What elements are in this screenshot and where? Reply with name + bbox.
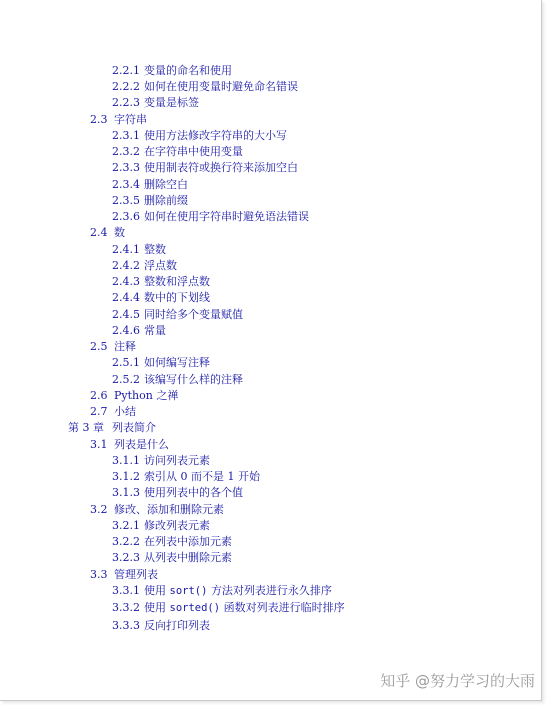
toc-title: 修改、添加和删除元素 bbox=[114, 503, 224, 516]
toc-title: 小结 bbox=[114, 405, 136, 418]
toc-number: 3.2.3 bbox=[112, 551, 140, 564]
toc-number: 2.3 bbox=[90, 113, 108, 126]
toc-title: 删除前缀 bbox=[144, 194, 188, 207]
toc-title: 管理列表 bbox=[114, 568, 158, 581]
toc-title bbox=[144, 600, 345, 616]
toc-title-text: 方法对列表进行永久排序 bbox=[210, 584, 332, 597]
toc-number: 2.5 bbox=[90, 340, 108, 353]
toc-number: 3.2.1 bbox=[112, 519, 140, 532]
toc-title: 使用制表符或换行符来添加空白 bbox=[144, 161, 298, 174]
toc-number: 2.4 bbox=[90, 226, 108, 239]
toc-number: 第 3 章 bbox=[68, 421, 104, 434]
toc-number: 2.4.1 bbox=[112, 243, 140, 256]
toc-title: 数中的下划线 bbox=[144, 291, 210, 304]
toc-title: 使用列表中的各个值 bbox=[144, 486, 243, 499]
toc-title bbox=[144, 583, 332, 599]
toc-title: 从列表中删除元素 bbox=[144, 551, 232, 564]
toc-number: 2.4.5 bbox=[112, 308, 140, 321]
toc-number: 3.3 bbox=[90, 568, 108, 581]
toc-title: 变量是标签 bbox=[144, 96, 199, 109]
toc-number: 3.1.3 bbox=[112, 486, 140, 499]
toc-title: 如何在使用变量时避免命名错误 bbox=[144, 80, 298, 93]
toc-title: 使用方法修改字符串的大小写 bbox=[144, 129, 287, 142]
toc-title: Python 之禅 bbox=[114, 389, 179, 402]
toc-number: 3.1 bbox=[90, 438, 108, 451]
toc-number: 2.3.4 bbox=[112, 178, 140, 191]
toc-title-code: sorted() bbox=[169, 602, 221, 614]
toc-number: 2.3.6 bbox=[112, 210, 140, 223]
toc-number: 3.2.2 bbox=[112, 535, 140, 548]
toc-title: 整数和浮点数 bbox=[144, 275, 210, 288]
toc-title-text: 使用 bbox=[144, 584, 166, 597]
toc-title: 该编写什么样的注释 bbox=[144, 373, 243, 386]
toc-title: 访问列表元素 bbox=[144, 454, 210, 467]
toc-title: 注释 bbox=[114, 340, 136, 353]
toc-title: 变量的命名和使用 bbox=[144, 64, 232, 77]
toc-number: 2.4.6 bbox=[112, 324, 140, 337]
toc-title: 常量 bbox=[144, 324, 166, 337]
toc-title: 浮点数 bbox=[144, 259, 177, 272]
toc-title: 修改列表元素 bbox=[144, 519, 210, 532]
toc-number: 2.3.1 bbox=[112, 129, 140, 142]
toc-title: 删除空白 bbox=[144, 178, 188, 191]
toc-number: 2.6 bbox=[90, 389, 108, 402]
toc-number: 3.1.2 bbox=[112, 470, 140, 483]
toc-number: 3.3.1 bbox=[112, 584, 140, 597]
toc-number: 2.4.4 bbox=[112, 291, 140, 304]
toc-number: 2.2.3 bbox=[112, 96, 140, 109]
toc-number: 3.1.1 bbox=[112, 454, 140, 467]
toc-title-text: 使用 bbox=[144, 601, 166, 614]
toc-title: 索引从 0 而不是 1 开始 bbox=[144, 470, 260, 483]
toc-number: 2.3.5 bbox=[112, 194, 140, 207]
toc-title: 如何编写注释 bbox=[144, 356, 210, 369]
toc-number: 2.3.2 bbox=[112, 145, 140, 158]
toc-title: 列表简介 bbox=[112, 421, 156, 434]
toc-title: 字符串 bbox=[114, 113, 147, 126]
toc-number: 2.3.3 bbox=[112, 161, 140, 174]
toc-title-code: sort() bbox=[169, 585, 208, 597]
toc-number: 2.7 bbox=[90, 405, 108, 418]
toc-title: 如何在使用字符串时避免语法错误 bbox=[144, 210, 309, 223]
toc-number: 2.2.1 bbox=[112, 64, 140, 77]
toc-title: 在字符串中使用变量 bbox=[144, 145, 243, 158]
toc-number: 2.5.1 bbox=[112, 356, 140, 369]
toc-title: 整数 bbox=[144, 243, 166, 256]
toc-title: 列表是什么 bbox=[114, 438, 169, 451]
toc-title: 反向打印列表 bbox=[144, 619, 210, 632]
toc-number: 2.4.3 bbox=[112, 275, 140, 288]
toc-title: 在列表中添加元素 bbox=[144, 535, 232, 548]
toc-number: 3.2 bbox=[90, 503, 108, 516]
toc-number: 2.5.2 bbox=[112, 373, 140, 386]
toc-number: 3.3.3 bbox=[112, 619, 140, 632]
toc-number: 2.2.2 bbox=[112, 80, 140, 93]
toc-title-text: 函数对列表进行临时排序 bbox=[223, 601, 345, 614]
watermark: 知乎 @努力学习的大雨 bbox=[380, 672, 535, 690]
toc-title: 同时给多个变量赋值 bbox=[144, 308, 243, 321]
toc-title: 数 bbox=[114, 226, 125, 239]
toc-number: 3.3.2 bbox=[112, 601, 140, 614]
toc-number: 2.4.2 bbox=[112, 259, 140, 272]
